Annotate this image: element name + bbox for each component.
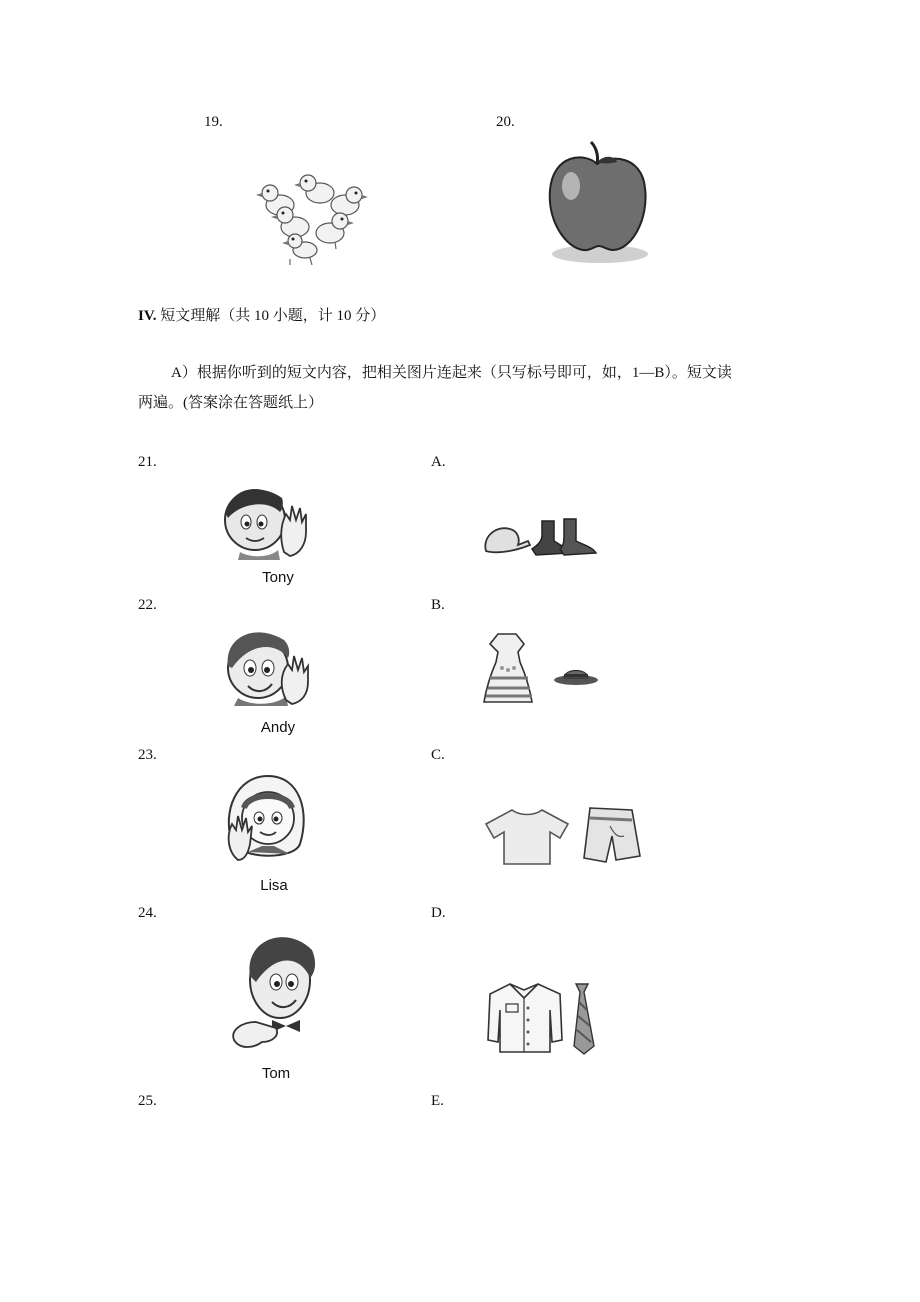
lisa-picture [218,772,313,867]
question-number-19: 19. [204,114,223,130]
option-letter-b: B. [431,597,445,613]
question-number-21: 21. [138,454,157,470]
option-letter-e: E. [431,1093,444,1109]
andy-picture [220,624,315,706]
instruction-line-2: 两遍。(答案涂在答题纸上） [138,395,323,411]
tony-picture [220,480,315,560]
option-letter-c: C. [431,747,445,763]
apple-picture [545,140,650,265]
person-name-andy: Andy [260,719,296,736]
question-number-23: 23. [138,747,157,763]
question-number-25: 25. [138,1093,157,1109]
section-title: 短文理解（共 10 小题，计 10 分） [160,308,386,324]
section-heading [138,304,385,325]
instruction-line-1: A）根据你听到的短文内容，把相关图片连起来（只写标号即可，如，1—B）。短文读 [171,365,732,381]
section-label: IV. [138,308,157,324]
person-name-tom: Tom [261,1065,291,1082]
option-letter-a: A. [431,454,446,470]
tom-picture [226,930,326,1055]
shirt-and-tie-picture [486,980,608,1058]
person-name-tony: Tony [262,569,294,586]
ducks-picture [250,165,370,265]
tshirt-and-shorts-picture [486,806,644,868]
dress-and-hat-picture [482,632,600,707]
question-number-20: 20. [496,114,515,130]
question-number-22: 22. [138,597,157,613]
person-name-lisa: Lisa [260,877,288,894]
option-letter-d: D. [431,905,446,921]
cap-and-boots-picture [480,515,602,560]
question-number-24: 24. [138,905,157,921]
